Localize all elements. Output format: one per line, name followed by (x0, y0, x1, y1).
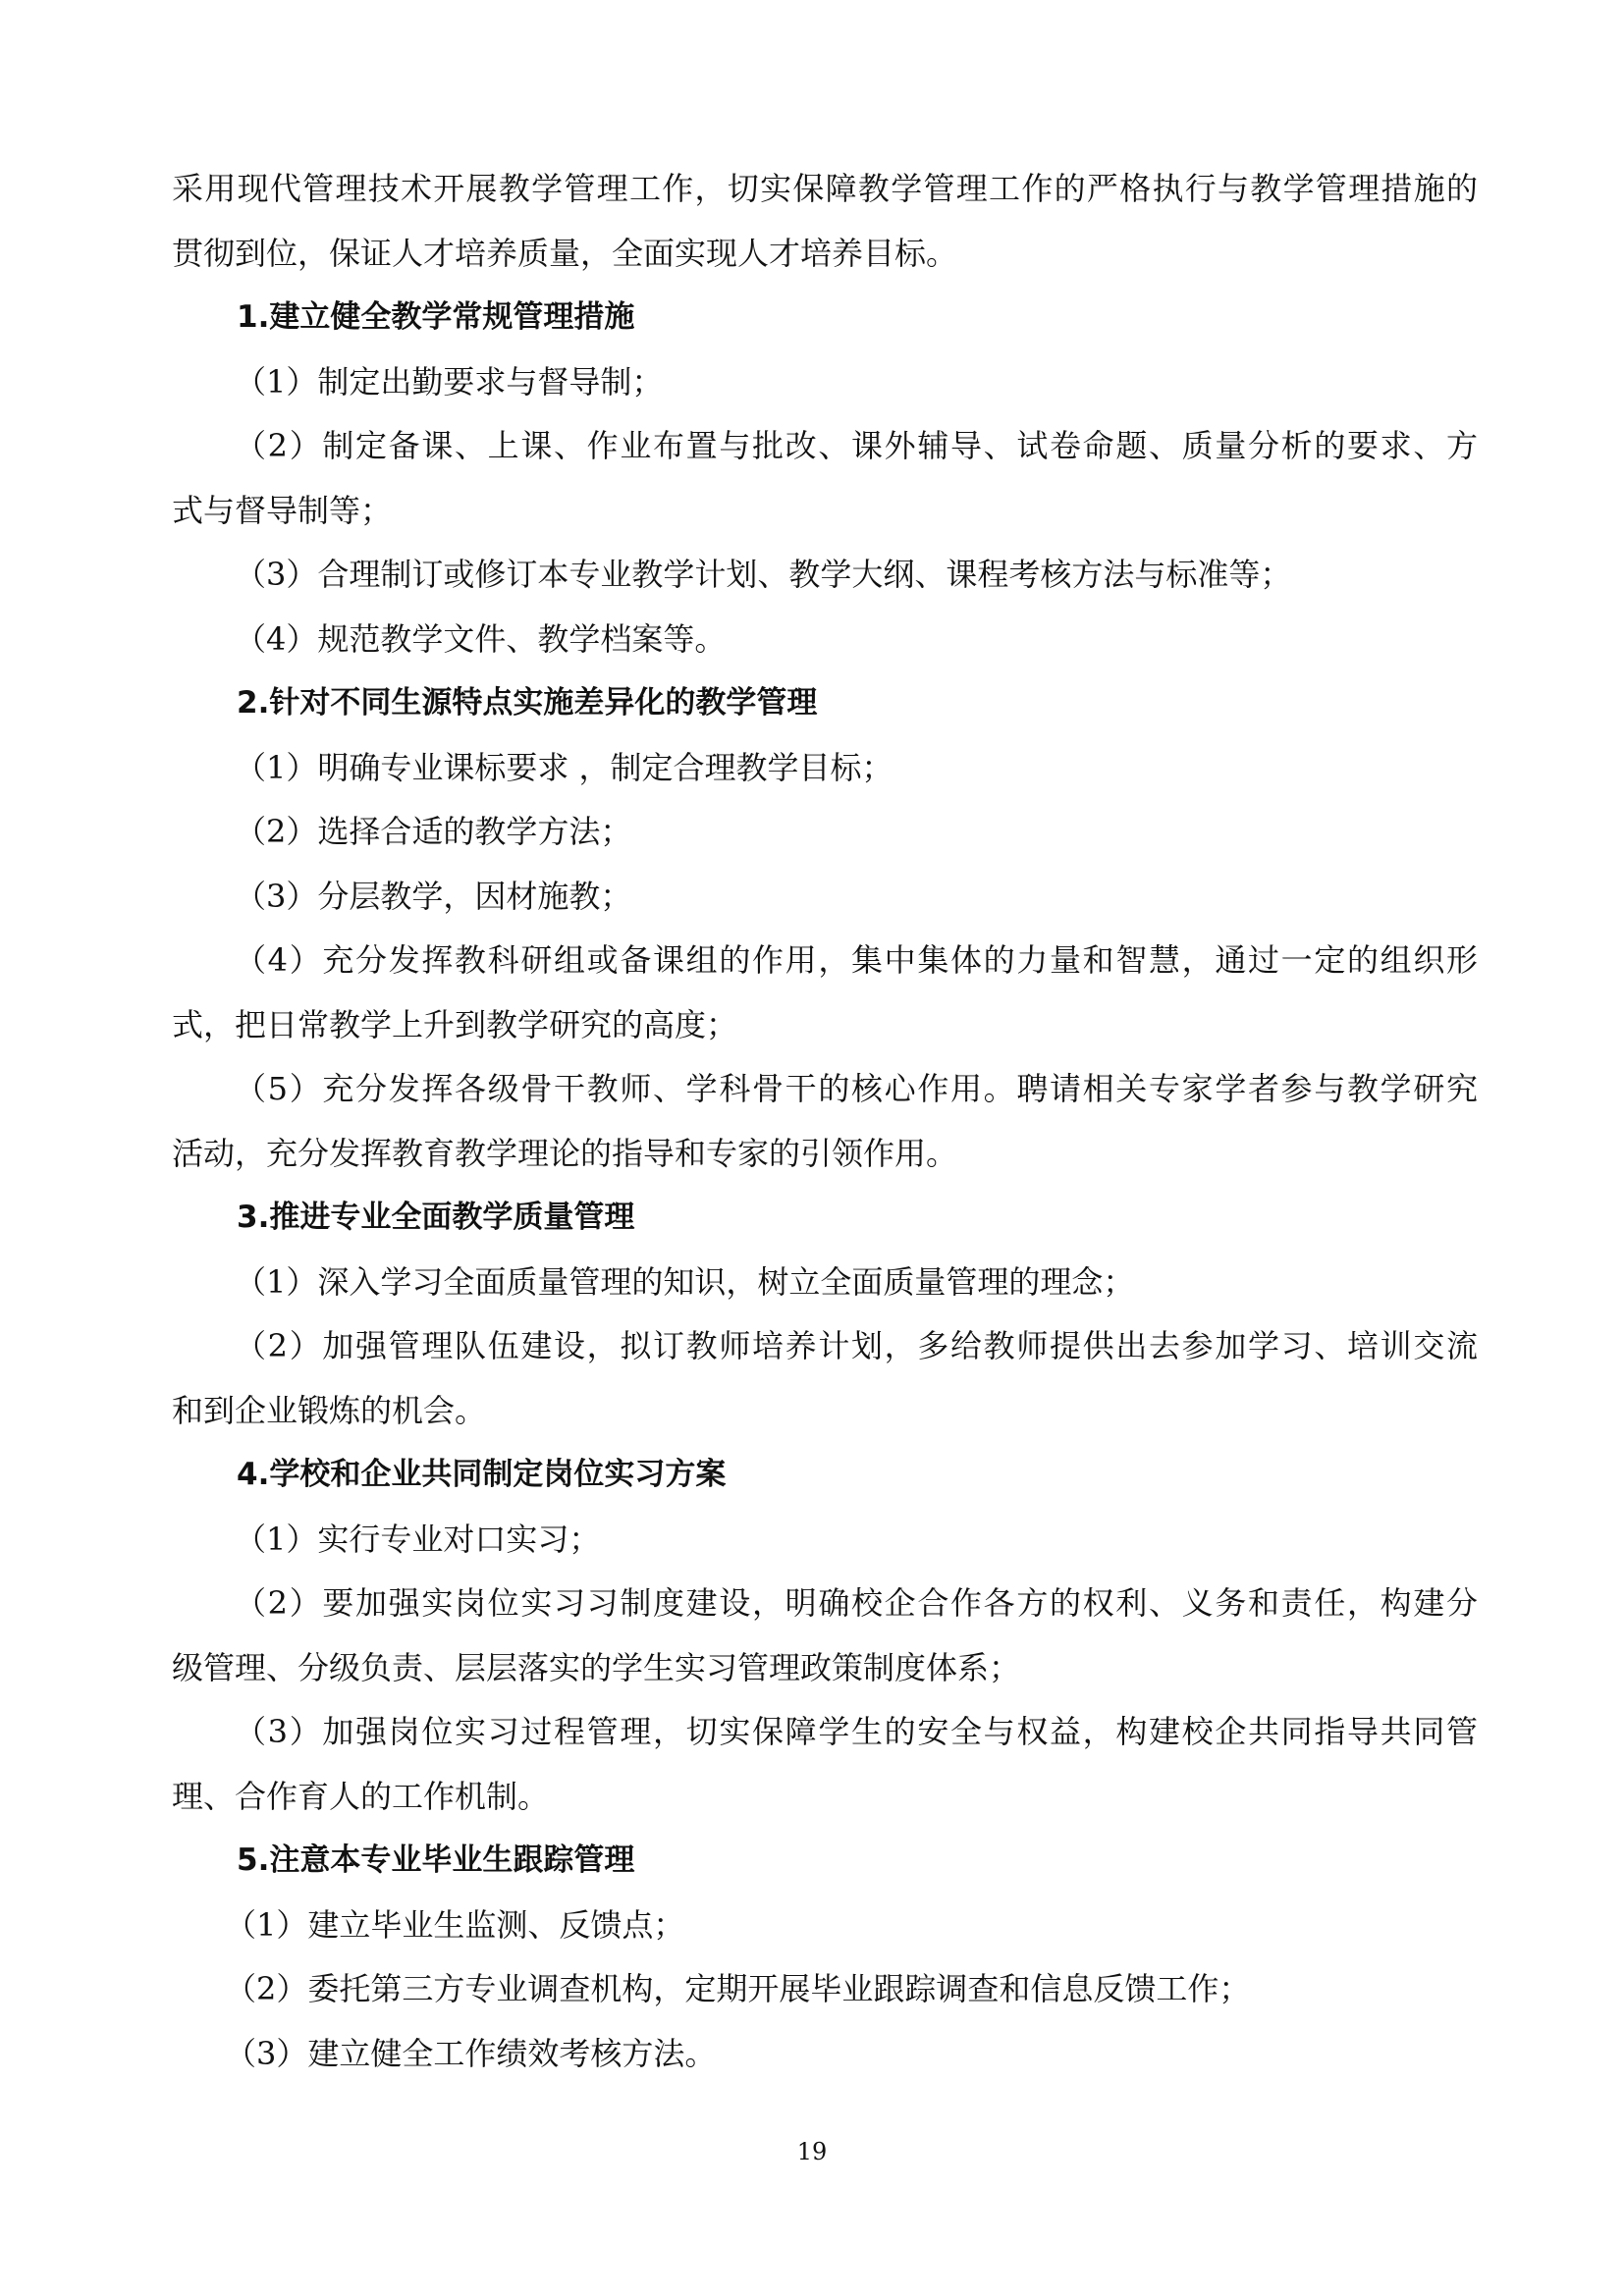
list-item: （1）深入学习全面质量管理的知识，树立全面质量管理的理念； (235, 1262, 1135, 1301)
page-number: 19 (796, 2138, 828, 2165)
list-item: （3）建立健全工作绩效考核方法。 (225, 2034, 717, 2072)
paragraph-line: 贯彻到位，保证人才培养质量，全面实现人才培养目标。 (172, 234, 958, 272)
list-item: （3）合理制订或修订本专业教学计划、教学大纲、课程考核方法与标准等； (235, 556, 1292, 593)
list-item: （1）制定出勤要求与督导制； (235, 362, 664, 400)
list-item: （4）规范教学文件、教学档案等。 (235, 619, 727, 658)
section-heading: 3.推进专业全面教学质量管理 (237, 1200, 635, 1235)
page-body (172, 157, 1478, 2086)
list-item: （1）建立毕业生监测、反馈点； (225, 1905, 685, 1944)
section-heading: 4.学校和企业共同制定岗位实习方案 (237, 1457, 727, 1492)
list-item: （3）分层教学，因材施教； (235, 877, 632, 915)
list-item: （4）充分发挥教科研组或备课组的作用，集中集体的力量和智慧，通过一定的组织形 (235, 941, 1478, 979)
list-item: （2）选择合适的教学方法； (235, 813, 632, 850)
list-item: （1）实行专业对口实习； (235, 1520, 601, 1558)
paragraph-line: 级管理、分级负责、层层落实的学生实习管理政策制度体系； (172, 1648, 1021, 1686)
list-item: （3）加强岗位实习过程管理，切实保障学生的安全与权益，构建校企共同指导共同管 (235, 1713, 1478, 1750)
list-item: （2）委托第三方专业调查机构，定期开展毕业跟踪调查和信息反馈工作； (225, 1970, 1251, 2007)
section-heading: 5.注意本专业毕业生跟踪管理 (237, 1842, 635, 1878)
paragraph-line: 活动，充分发挥教育教学理论的指导和专家的引领作用。 (172, 1134, 958, 1172)
list-item: （1）明确专业课标要求 ，制定合理教学目标； (235, 748, 893, 786)
paragraph-line: 理、合作育人的工作机制。 (172, 1777, 550, 1815)
paragraph-line: 式与督导制等； (172, 491, 393, 529)
list-item: （2）制定备课、上课、作业布置与批改、课外辅导、试卷命题、质量分析的要求、方 (235, 427, 1478, 464)
section-heading: 1.建立健全教学常规管理措施 (237, 299, 635, 335)
paragraph-line: 和到企业锻炼的机会。 (172, 1391, 487, 1429)
paragraph-line: 采用现代管理技术开展教学管理工作，切实保障教学管理工作的严格执行与教学管理措施的 (172, 170, 1478, 207)
section-heading: 2.针对不同生源特点实施差异化的教学管理 (237, 685, 818, 721)
list-item: （2）加强管理队伍建设，拟订教师培养计划，多给教师提供出去参加学习、培训交流 (235, 1327, 1478, 1364)
list-item: （5）充分发挥各级骨干教师、学科骨干的核心作用。聘请相关专家学者参与教学研究 (235, 1070, 1478, 1107)
list-item: （2）要加强实岗位实习习制度建设，明确校企合作各方的权利、义务和责任，构建分 (235, 1584, 1478, 1622)
paragraph-line: 式，把日常教学上升到教学研究的高度； (172, 1005, 738, 1043)
